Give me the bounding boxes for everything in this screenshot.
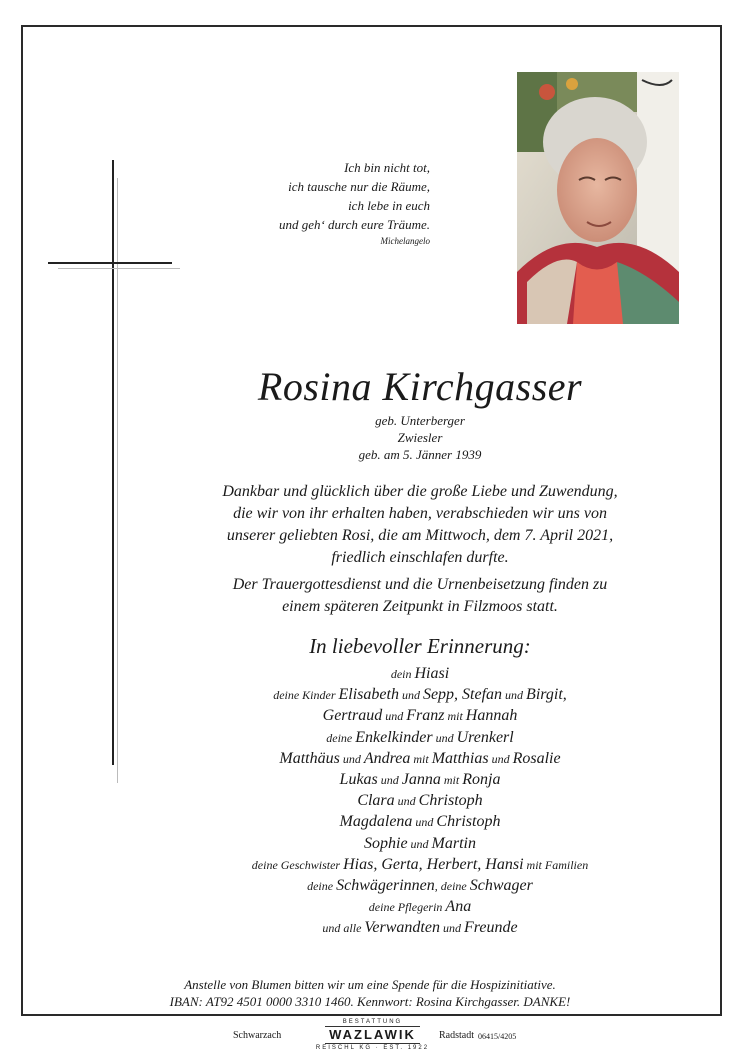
mourner-line <box>150 705 690 726</box>
closing-line: IBAN: AT92 4501 0000 3310 1460. Kennwort: Rosina Kirchgasser. DANKE! <box>169 994 571 1009</box>
mourner-line <box>150 917 690 938</box>
quote-line: und geh‘ durch eure Träume. <box>278 217 430 232</box>
portrait-image <box>517 72 679 324</box>
mourner-connector: und <box>432 730 457 745</box>
mourner-name: Ana <box>445 898 472 916</box>
portrait-photo <box>517 72 679 324</box>
footer-phone: 06415/4205 <box>478 1032 517 1041</box>
quote <box>220 158 430 248</box>
logo-name: WAZLAWIK <box>325 1026 420 1044</box>
mourner-connector: mit Familien <box>523 857 589 872</box>
mourner-line <box>150 748 690 769</box>
mourner-name: Verwandten <box>364 919 440 937</box>
mourner-name: Enkelkinder <box>355 728 433 746</box>
service-line: Der Trauergottesdienst und die Urnenbeisetzung finden zu <box>232 576 608 593</box>
mourner-connector: und <box>412 815 437 830</box>
funeral-home-logo <box>310 1018 435 1052</box>
memory-heading: In liebevoller Erinnerung: <box>309 634 531 658</box>
cross-vertical-bar <box>112 160 114 765</box>
mourner-name: Hannah <box>465 707 518 725</box>
mourner-name: Freunde <box>463 919 518 937</box>
footer <box>0 1018 750 1058</box>
mourner-connector: und <box>407 836 432 851</box>
mourner-name: Sepp, Stefan <box>422 686 503 704</box>
mourner-name: Christoph <box>436 813 501 831</box>
announcement-line: friedlich einschlafen durfte. <box>331 549 509 566</box>
mourner-name: Birgit, <box>526 686 567 704</box>
mourner-name: Magdalena <box>339 813 413 831</box>
footer-location-left: Schwarzach <box>233 1030 282 1041</box>
footer-location-right: Radstadt <box>439 1030 474 1041</box>
mourner-name: Sophie <box>364 834 408 852</box>
deceased-name: Rosina Kirchgasser <box>257 364 583 409</box>
mourner-connector: mit <box>410 751 432 766</box>
mourner-name: Elisabeth <box>338 686 399 704</box>
maiden-name: geb. Unterberger <box>375 413 465 428</box>
mourner-name: Schwägerinnen <box>336 876 435 894</box>
mourner-name: Franz <box>406 707 445 725</box>
mourner-name: Gertraud <box>322 707 383 725</box>
mourner-connector: deine Geschwister <box>251 857 344 872</box>
announcement-line: Dankbar und glücklich über die große Liebe und Zuwendung, <box>222 483 618 500</box>
mourner-line <box>150 875 690 896</box>
mourner-line <box>150 769 690 790</box>
mourner-name: Clara <box>357 792 395 810</box>
closing-text <box>100 976 640 1010</box>
deceased-details <box>270 412 570 463</box>
mourner-name: Matthäus <box>279 749 340 767</box>
logo-bottom-text: REISCHL KG · EST. 1922 <box>315 1045 430 1051</box>
announcement-line: unserer geliebten Rosi, die am Mittwoch, dem 7. April 2021, <box>226 527 614 544</box>
mourner-line <box>150 684 690 705</box>
mourner-connector: und <box>439 921 464 936</box>
mourner-connector: und <box>394 794 419 809</box>
mourner-name: Schwager <box>469 876 533 894</box>
announcement-line: die wir von ihr erhalten haben, verabschieden wir uns von <box>233 505 607 522</box>
mourner-connector: deine <box>326 730 356 745</box>
mourner-connector: und <box>382 709 407 724</box>
mourner-connector: deine Kinder <box>273 688 339 703</box>
mourner-name: Janna <box>401 770 441 788</box>
mourner-name: Hiasi <box>414 665 450 682</box>
mourner-line <box>150 833 690 854</box>
mourner-line <box>150 727 690 748</box>
quote-line: ich lebe in euch <box>348 198 430 213</box>
mourner-name: Martin <box>431 834 476 852</box>
cross-horizontal-shadow <box>58 268 180 269</box>
quote-author: Michelangelo <box>380 236 430 246</box>
mourner-connector: und <box>339 751 364 766</box>
mourner-line <box>150 790 690 811</box>
mourner-name: Urenkerl <box>456 728 514 746</box>
service-line: einem späteren Zeitpunkt in Filzmoos statt. <box>282 598 558 615</box>
birth-date: geb. am 5. Jänner 1939 <box>358 447 482 462</box>
mourner-connector: , deine <box>434 878 470 893</box>
mourner-connector: dein <box>390 667 415 681</box>
mourner-line <box>150 811 690 832</box>
quote-line: ich tausche nur die Räume, <box>288 179 430 194</box>
house-name: Zwiesler <box>397 430 443 445</box>
mourner-connector: und alle <box>322 921 365 936</box>
closing-line: Anstelle von Blumen bitten wir um eine Spende für die Hospizinitiative. <box>184 977 556 992</box>
mourner-name: Matthias <box>431 749 489 767</box>
mourner-name: Lukas <box>339 770 378 788</box>
mourner-name: Hias, Gerta, Herbert, Hansi <box>343 855 524 873</box>
mourner-connector: und <box>377 772 402 787</box>
logo-top-text: BESTATTUNG <box>342 1019 403 1025</box>
mourners-list <box>150 663 690 938</box>
announcement-text <box>150 481 690 569</box>
mourner-line <box>150 854 690 875</box>
mourner-connector: mit <box>444 709 466 724</box>
mourner-connector: und <box>398 688 423 703</box>
mourner-name: Andrea <box>363 749 411 767</box>
mourner-connector: und <box>488 751 513 766</box>
mourner-name: Rosalie <box>512 749 561 767</box>
quote-line: Ich bin nicht tot, <box>344 160 430 175</box>
mourner-connector: deine Pflegerin <box>368 900 446 915</box>
service-text <box>150 574 690 618</box>
mourner-connector: deine <box>307 878 337 893</box>
mourner-name: Christoph <box>418 792 483 810</box>
mourner-connector: und <box>502 688 527 703</box>
mourner-line <box>150 896 690 917</box>
mourner-connector: mit <box>440 772 463 787</box>
mourner-name: Ronja <box>462 770 501 788</box>
cross-horizontal-bar <box>48 262 172 264</box>
mourner-line <box>150 663 690 684</box>
